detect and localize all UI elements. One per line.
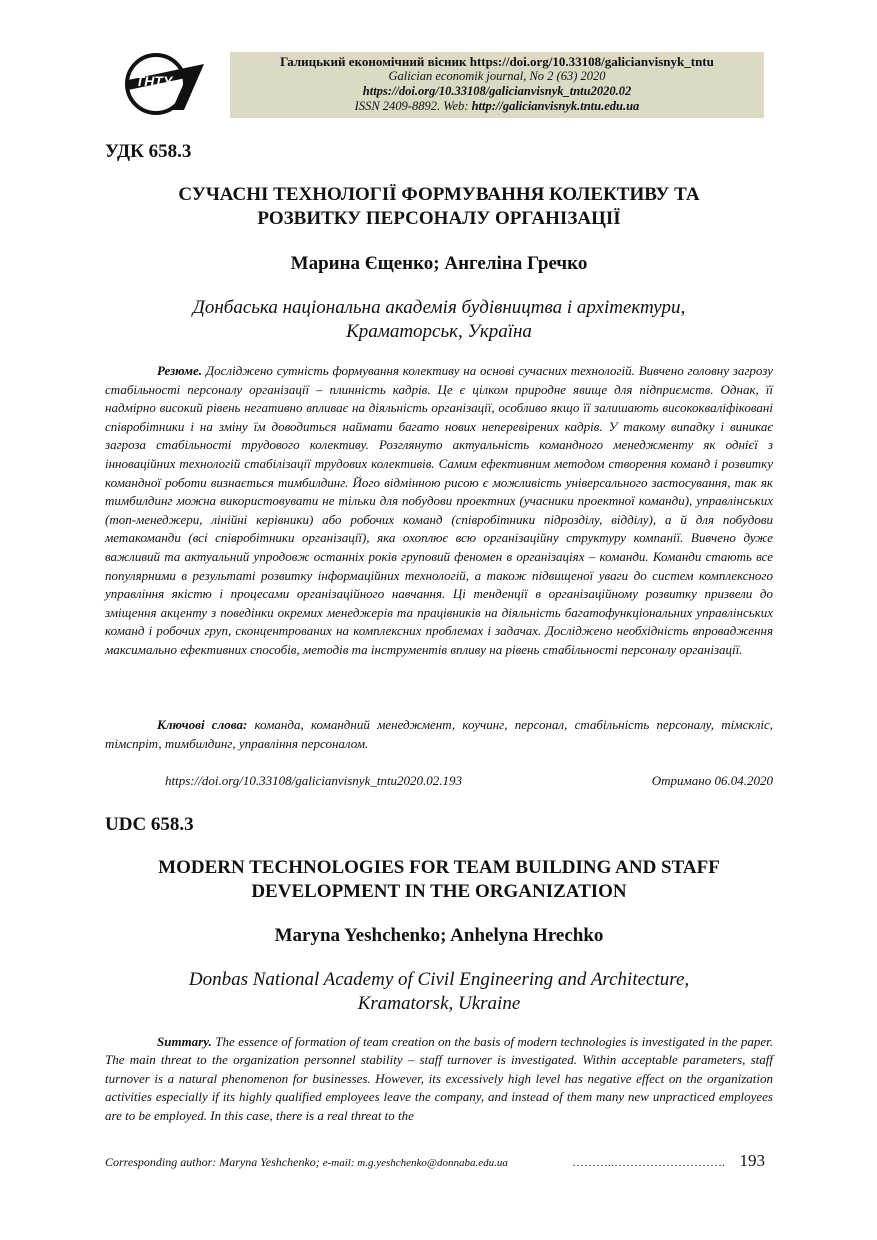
footer-dots: ………..………………………. <box>572 1155 725 1169</box>
journal-name: Галицький економічний вісник https://doi.org/10.33108/galicianvisnyk_tntu <box>280 54 714 69</box>
summary-en-text: The essence of formation of team creation on the basis of modern technologies is investigated in the paper. The main threat to the organization personnel stability – staff turnover is investigated. Within acceptable parameters, staff turnover is a natural phenomenon for businesses. However, its excessively high level has negative effect on the organization activities especially if its highly qualified employees leave the company, and instead of them many new unpracticed employees are to be employed. In this case, there is a real threat to the <box>105 1034 773 1123</box>
authors-en: Maryna Yeshchenko; Anhelyna Hrechko <box>274 925 604 946</box>
authors-uk: Марина Єщенко; Ангеліна Гречко <box>290 253 588 274</box>
udc-uk: УДК 658.3 <box>105 141 192 162</box>
abstract-uk-text: Досліджено сутність формування колективу на основі сучасних технологій. Вивчено головну загрозу стабільності персоналу організації – плинність кадрів. Це є цілком природне явище для підприємств. Однак, її надмірно високий рівень негативно впливає на діяльність організації, особливо якщо її залишають висококваліфіковані співробітники і на зміну їм доводиться наймати багато нових неперевірених кадрів. У такому випадку і виникає загроза стабільності трудового колективу. Розглянуто актуальність командного менеджменту як однієї з інноваційних технологій стабілізації трудових колективів. Самим ефективним методом створення команд і розвитку командної роботи визнається тимбилдинг. Його відмінною рисою є можливість універсального застосування, так як тимбилдинг можна використовувати не тільки для побудови проектних (учасники проектної команди), управлінських (топ-менеджери, лінійні керівники) або робочих команд (співробітники підрозділу, відділу), а й для побудови метакоманди (всі співробітники організації), яка охоплює всю організаційну структуру компанії. Вивчено дуже важливий та актуальний упродовж останніх років груповий феномен в організаціях – команди. Команди стають все популярними в результаті розвитку інформаційних технологій, а також підвищеної уваги до систем комплексного управління якістю і процесами організаційного навчання. Ці тенденції в організаційному розвитку призвели до зміщення акценту з поведінки окремих менеджерів та працівників на діяльність багатофункціональних управлінських команд і робочих груп, сконцентрованих на комплексних проблемах і задачах. Досліджено необхідність впровадження максимально ефективних способів, методів та інструментів впливу на рівень стабільності персоналу організації. <box>105 363 773 657</box>
abstract-uk-lead: Резюме. <box>157 363 203 378</box>
journal-issn <box>230 99 764 114</box>
page-number: 193 <box>739 1151 765 1170</box>
article-doi-link[interactable]: https://doi.org/10.33108/galicianvisnyk_tntu2020.02.193 <box>165 773 463 788</box>
corresponding-author: Corresponding author: Maryna Yeshchenko; <box>105 1155 323 1169</box>
title-uk <box>105 183 773 231</box>
journal-doi[interactable]: https://doi.org/10.33108/galicianvisnyk_tntu2020.02 <box>362 84 632 98</box>
issn-text: ISSN 2409-8892. Web: <box>354 99 472 113</box>
author-email[interactable]: e-mail: m.g.yeshchenko@donnaba.edu.ua <box>322 1157 508 1169</box>
journal-issue: Galician economik journal, No 2 (63) 2020 <box>388 69 606 83</box>
title-en-line2: DEVELOPMENT IN THE ORGANIZATION <box>251 881 627 902</box>
tntu-logo <box>124 52 208 116</box>
abstract-uk <box>105 362 773 660</box>
journal-header <box>230 52 764 118</box>
affiliation-uk-line1: Донбаська національна академія будівництва і архітектури, <box>192 297 686 318</box>
affiliation-en-line2: Kramatorsk, Ukraine <box>357 993 521 1014</box>
affiliation-uk <box>105 296 773 344</box>
affiliation-uk-line2: Краматорськ, Україна <box>346 321 532 342</box>
page-footer <box>105 1151 773 1170</box>
udc-en: UDC 658.3 <box>105 814 194 835</box>
affiliation-en <box>105 968 773 1016</box>
logo-text: ТНТУ <box>135 73 173 89</box>
keywords-uk <box>105 716 773 753</box>
summary-en-lead: Summary. <box>157 1034 212 1049</box>
summary-en <box>105 1033 773 1125</box>
keywords-uk-text: команда, командний менеджмент, коучинг, персонал, стабільність персоналу, тімскліс, тімспріт, тимбилдинг, управління персоналом. <box>105 717 773 751</box>
title-uk-line1: СУЧАСНІ ТЕХНОЛОГІЇ ФОРМУВАННЯ КОЛЕКТИВУ ТА <box>178 184 700 205</box>
journal-web-link[interactable]: http://galicianvisnyk.tntu.edu.ua <box>471 99 640 113</box>
keywords-uk-lead: Ключові слова: <box>157 717 248 732</box>
title-en <box>105 856 773 904</box>
title-en-line1: MODERN TECHNOLOGIES FOR TEAM BUILDING AND STAFF <box>158 857 720 878</box>
affiliation-en-line1: Donbas National Academy of Civil Engineering and Architecture, <box>188 969 690 990</box>
title-uk-line2: РОЗВИТКУ ПЕРСОНАЛУ ОРГАНІЗАЦІЇ <box>257 208 621 229</box>
received-date: Отримано 06.04.2020 <box>651 773 773 788</box>
